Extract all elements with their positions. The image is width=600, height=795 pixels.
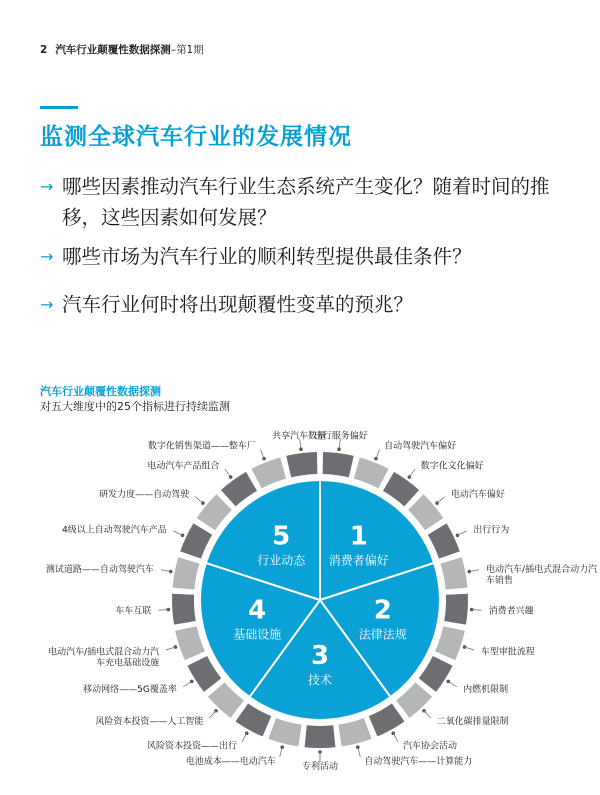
connector-line [183,681,191,686]
connector-line [173,531,182,535]
connector-line [195,497,203,503]
indicator-label: 数字化文化偏好 [420,461,484,472]
indicator-label: 研发力度——自动驾驶 [99,490,190,501]
header-issue: –第1期 [170,44,204,56]
indicator-label: 专利活动 [301,762,339,772]
indicator-label: 风险资本投资——人工智能 [95,717,204,728]
connector-dot [374,457,378,461]
connector-line [209,711,216,718]
ring-segment [354,457,389,488]
question-text: 汽车行业何时将出现颠覆性变革的预兆？ [62,293,414,316]
indicator-label: 车车互联 [115,606,152,617]
dimension-number: 5 [272,521,291,552]
indicator-label: 电动汽车偏好 [450,490,505,501]
connector-line [458,531,467,535]
ring-segment [251,457,286,488]
connector-line [376,449,380,458]
connector-line [242,733,247,742]
section-title: 监测全球汽车行业的发展情况 [40,124,352,150]
indicator-label: 移动网络——5G覆盖率 [83,684,177,695]
question-text: 哪些市场为汽车行业的顺利转型提供最佳条件？ [62,245,472,268]
indicator-label: 电动汽车产品组合 [147,461,220,472]
chart-subtitle: 对五大维度中的25个指标进行持续监测 [40,400,230,413]
connector-dot [262,457,266,461]
header-title: 汽车行业颠覆性数据探测 [55,44,171,56]
ring-segment [172,594,196,625]
indicator-label: 内燃机限制 [463,684,509,695]
connector-line [437,497,445,503]
connector-line [393,733,398,742]
dimension-number: 2 [373,595,392,626]
ring-segment [236,703,272,736]
dimension-number: 1 [349,521,368,552]
dimension-name: 行业动态 [257,553,306,568]
connector-line [260,449,264,458]
dimension-name: 基础设施 [233,627,282,642]
indicator-label: 消费者兴趣 [488,606,534,617]
arrow-icon: → [40,177,54,196]
indicator-label: 测试道路——自动驾驶汽车 [45,564,154,575]
connector-line [280,747,282,757]
dimension-name: 技术 [307,673,333,687]
connector-line [225,469,231,477]
ring-segment [180,523,212,558]
indicator-label: 4级以上自动驾驶汽车产品 [62,525,167,536]
indicator-label: 车型审批流程 [480,647,535,658]
indicator-label: 汽车协会活动 [402,741,457,752]
ring-segment [435,626,465,660]
indicator-label: 电动汽车/插电式混合动力汽车充电基础设施 [48,647,160,669]
question-text: 哪些因素推动汽车行业生态系统产生变化？随着时间的推移，这些因素如何发展？ [62,175,550,229]
ring-segment [369,703,405,736]
ring-segment [268,718,301,746]
indicator-label: 电动汽车/插电式混合动力汽车销售 [486,564,598,586]
arrow-icon: → [40,247,54,266]
chart-title: 汽车行业颠覆性数据探测 [40,385,161,398]
dimension-name: 消费者偏好 [328,553,389,568]
indicator-label: 自动驾驶汽车偏好 [384,441,457,452]
indicator-label: 风险资本投资——出行 [147,741,238,752]
dimension-number: 3 [310,641,330,671]
dimension-number: 4 [248,595,267,626]
arrow-icon: → [40,295,54,314]
ring-segment [441,557,468,589]
connector-line [448,681,456,686]
ring-segment [286,452,317,477]
connector-line [465,647,475,650]
indicator-label: 共享汽车数量 [272,431,327,442]
ring-segment [444,594,468,625]
ring-segment [323,452,354,477]
ring-segment [338,718,371,746]
page-number: 2 [40,44,48,56]
ring-segment [173,557,200,589]
connector-line [358,747,360,757]
connector-line [166,647,176,650]
dimension-name: 法律法规 [358,627,407,642]
indicator-label: 二氧化碳排量限制 [436,717,509,728]
ring-segment [175,626,205,660]
indicator-label: 出行服务偏好 [313,431,368,442]
connector-line [409,469,415,477]
indicator-label: 自动驾驶汽车——计算能力 [364,756,473,767]
indicator-label: 电池成本——电动汽车 [185,756,276,767]
ring-segment [428,523,460,558]
connector-line [424,711,431,718]
ring-segment [305,725,336,748]
indicator-label: 出行行为 [473,525,510,536]
indicator-label: 数字化销售渠道——整车厂 [147,441,256,452]
